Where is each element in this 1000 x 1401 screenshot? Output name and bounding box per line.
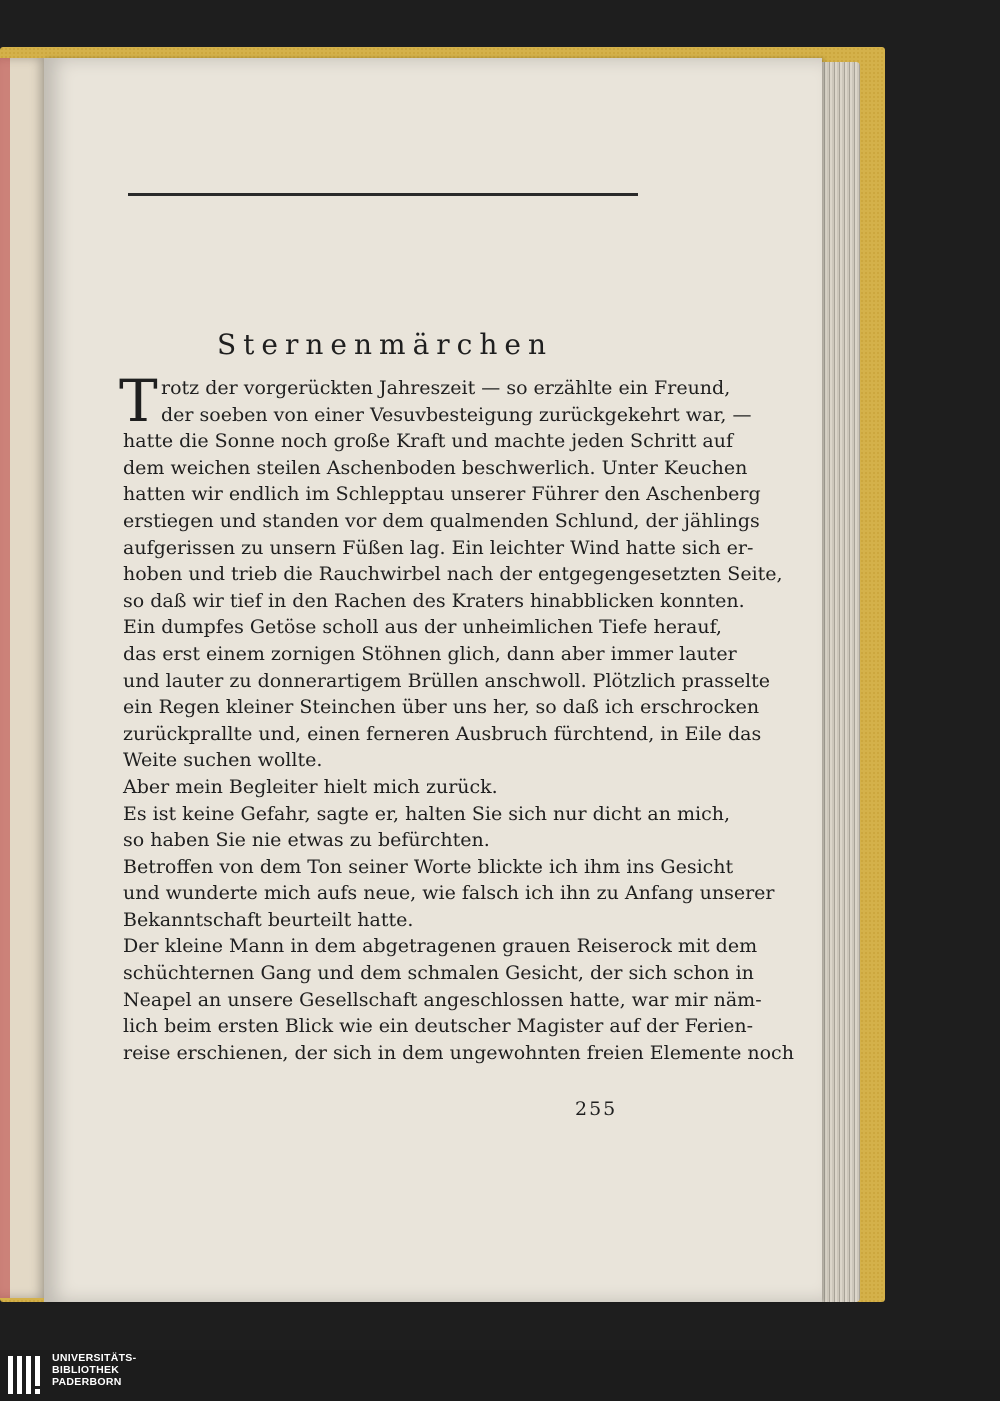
text-line: erstiegen und standen vor dem qualmenden Schlund, der jählings xyxy=(123,509,760,532)
text-line: lich beim ersten Blick wie ein deutscher Magister auf der Ferien- xyxy=(123,1015,754,1038)
text-line: Weite suchen wollte. xyxy=(123,749,323,772)
text-line: Ein dumpfes Getöse scholl aus der unheimlichen Tiefe herauf, xyxy=(123,616,722,639)
text-line: schüchternen Gang und dem schmalen Gesicht, der sich schon in xyxy=(123,962,754,985)
text-line: Neapel an unsere Gesellschaft angeschlossen hatte, war mir näm- xyxy=(123,988,762,1011)
header-rule xyxy=(128,193,638,196)
text-line: und lauter zu donnerartigem Brüllen anschwoll. Plötzlich prasselte xyxy=(123,669,770,692)
text-line: und wunderte mich aufs neue, wie falsch ich ihn zu Anfang unserer xyxy=(123,882,775,905)
body-text xyxy=(119,367,794,1066)
text-line: dem weichen steilen Aschenboden beschwerlich. Unter Keuchen xyxy=(123,456,748,479)
library-name-line2: BIBLIOTHEK xyxy=(52,1364,120,1376)
text-line: hatte die Sonne noch große Kraft und machte jeden Schritt auf xyxy=(123,430,734,453)
text-line: Betroffen von dem Ton seiner Worte blickte ich ihm ins Gesicht xyxy=(123,855,734,878)
page-number: 255 xyxy=(575,1098,618,1120)
text-line: Aber mein Begleiter hielt mich zurück. xyxy=(123,775,498,798)
text-line: so haben Sie nie etwas zu befürchten. xyxy=(123,829,490,852)
library-name-line3: PADERBORN xyxy=(52,1376,122,1388)
chapter-title: Sternenmärchen xyxy=(217,328,553,361)
library-name-line1: UNIVERSITÄTS- xyxy=(52,1352,137,1364)
library-name xyxy=(52,1352,136,1388)
text-line: das erst einem zornigen Stöhnen glich, dann aber immer lauter xyxy=(123,642,737,665)
text-line: rotz der vorgerückten Jahreszeit — so erzählte ein Freund, xyxy=(161,377,731,399)
text-line: ein Regen kleiner Steinchen über uns her, so daß ich erschrocken xyxy=(123,696,760,719)
left-page-edge xyxy=(0,58,10,1298)
text-line: der soeben von einer Vesuvbesteigung zurückgekehrt war, — xyxy=(161,403,752,426)
library-footer xyxy=(0,1350,1000,1401)
text-line: Bekanntschaft beurteilt hatte. xyxy=(123,908,414,931)
text-line: Der kleine Mann in dem abgetragenen grauen Reiserock mit dem xyxy=(123,935,758,958)
text-line: so daß wir tief in den Rachen des Kraters hinabblicken konnten. xyxy=(123,589,745,612)
text-line: Es ist keine Gefahr, sagte er, halten Sie sich nur dicht an mich, xyxy=(123,802,731,825)
text-line: zurückprallte und, einen ferneren Ausbruch fürchtend, in Eile das xyxy=(123,722,762,745)
text-line: hoben und trieb die Rauchwirbel nach der entgegengesetzten Seite, xyxy=(123,563,783,586)
drop-cap: T xyxy=(119,367,158,435)
text-line: hatten wir endlich im Schlepptau unserer Führer den Aschenberg xyxy=(123,483,761,506)
library-logo-icon xyxy=(8,1356,46,1394)
text-line: aufgerissen zu unsern Füßen lag. Ein leichter Wind hatte sich er- xyxy=(123,536,754,559)
text-line: reise erschienen, der sich in dem ungewohnten freien Elemente noch xyxy=(123,1041,794,1064)
